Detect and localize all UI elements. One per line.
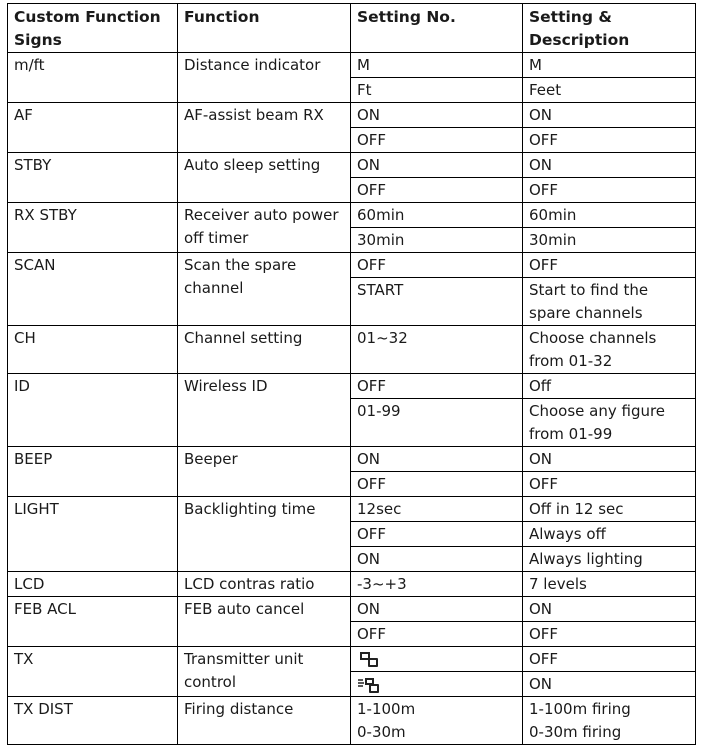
table-row	[8, 572, 696, 597]
cell-description: Start to find the spare channels	[523, 278, 696, 326]
cell-description: Always lighting	[523, 547, 696, 572]
cell-sign: SCAN	[8, 253, 178, 326]
header-setting-no: Setting No.	[351, 4, 523, 53]
cell-setting-no: ON	[351, 447, 523, 472]
cell-description: OFF	[523, 253, 696, 278]
table-row	[8, 647, 696, 672]
cell-function: Transmitter unit control	[178, 647, 351, 697]
table-row	[8, 497, 696, 522]
cell-setting-no: ON	[351, 103, 523, 128]
cell-description: OFF	[523, 128, 696, 153]
cell-setting-no: OFF	[351, 472, 523, 497]
table-row	[8, 153, 696, 178]
cell-sign: RX STBY	[8, 203, 178, 253]
cell-function: Wireless ID	[178, 374, 351, 447]
cell-function: Backlighting time	[178, 497, 351, 572]
cell-sign: STBY	[8, 153, 178, 203]
cell-setting-no	[351, 672, 523, 697]
table-row	[8, 597, 696, 622]
cell-setting-no	[351, 647, 523, 672]
cell-function: Scan the spare channel	[178, 253, 351, 326]
cell-sign: TX DIST	[8, 697, 178, 745]
cell-function: LCD contras ratio	[178, 572, 351, 597]
cell-description: ON	[523, 672, 696, 697]
table-row	[8, 103, 696, 128]
cell-sign: BEEP	[8, 447, 178, 497]
cell-sign: FEB ACL	[8, 597, 178, 647]
tx-off-icon	[357, 650, 381, 670]
custom-function-table	[7, 3, 696, 745]
cell-description: OFF	[523, 472, 696, 497]
header-function: Function	[178, 4, 351, 53]
cell-setting-no: Ft	[351, 78, 523, 103]
cell-description: ON	[523, 103, 696, 128]
cell-setting-no: 1-100m 0-30m	[351, 697, 523, 745]
cell-sign: CH	[8, 326, 178, 374]
cell-setting-no: ON	[351, 597, 523, 622]
cell-setting-no: OFF	[351, 622, 523, 647]
cell-setting-no: 30min	[351, 228, 523, 253]
cell-sign: ID	[8, 374, 178, 447]
cell-sign: AF	[8, 103, 178, 153]
cell-description: 60min	[523, 203, 696, 228]
cell-setting-no: 01-99	[351, 399, 523, 447]
cell-description: OFF	[523, 622, 696, 647]
cell-description: Off	[523, 374, 696, 399]
cell-description: Always off	[523, 522, 696, 547]
cell-setting-no: OFF	[351, 253, 523, 278]
cell-setting-no: M	[351, 53, 523, 78]
cell-description: Choose channels from 01-32	[523, 326, 696, 374]
cell-description: ON	[523, 153, 696, 178]
table-row	[8, 203, 696, 228]
cell-setting-no: START	[351, 278, 523, 326]
cell-function: Channel setting	[178, 326, 351, 374]
header-description: Setting & Description	[523, 4, 696, 53]
cell-function: AF-assist beam RX	[178, 103, 351, 153]
cell-function: Receiver auto power off timer	[178, 203, 351, 253]
cell-description: Feet	[523, 78, 696, 103]
table-row	[8, 697, 696, 745]
cell-description: ON	[523, 597, 696, 622]
table-row	[8, 253, 696, 278]
cell-setting-no: -3~+3	[351, 572, 523, 597]
cell-function: Distance indicator	[178, 53, 351, 103]
cell-setting-no: ON	[351, 153, 523, 178]
cell-description: 30min	[523, 228, 696, 253]
cell-setting-no: OFF	[351, 128, 523, 153]
table-row	[8, 374, 696, 399]
cell-description: OFF	[523, 178, 696, 203]
cell-sign: LIGHT	[8, 497, 178, 572]
cell-setting-no: 60min	[351, 203, 523, 228]
header-row	[8, 4, 696, 53]
cell-description: M	[523, 53, 696, 78]
cell-setting-no: ON	[351, 547, 523, 572]
cell-setting-no: 01~32	[351, 326, 523, 374]
table-row	[8, 53, 696, 78]
cell-sign: TX	[8, 647, 178, 697]
table-row	[8, 326, 696, 374]
table-row	[8, 447, 696, 472]
cell-setting-no: OFF	[351, 178, 523, 203]
cell-description: ON	[523, 447, 696, 472]
cell-sign: m/ft	[8, 53, 178, 103]
cell-setting-no: OFF	[351, 374, 523, 399]
cell-function: Firing distance	[178, 697, 351, 745]
tx-on-icon	[357, 675, 381, 695]
cell-description: OFF	[523, 647, 696, 672]
cell-description: 1-100m firing 0-30m firing	[523, 697, 696, 745]
header-signs: Custom Function Signs	[8, 4, 178, 53]
cell-setting-no: OFF	[351, 522, 523, 547]
cell-description: Off in 12 sec	[523, 497, 696, 522]
cell-function: Beeper	[178, 447, 351, 497]
cell-function: Auto sleep setting	[178, 153, 351, 203]
cell-function: FEB auto cancel	[178, 597, 351, 647]
cell-description: 7 levels	[523, 572, 696, 597]
cell-description: Choose any figure from 01-99	[523, 399, 696, 447]
cell-sign: LCD	[8, 572, 178, 597]
cell-setting-no: 12sec	[351, 497, 523, 522]
